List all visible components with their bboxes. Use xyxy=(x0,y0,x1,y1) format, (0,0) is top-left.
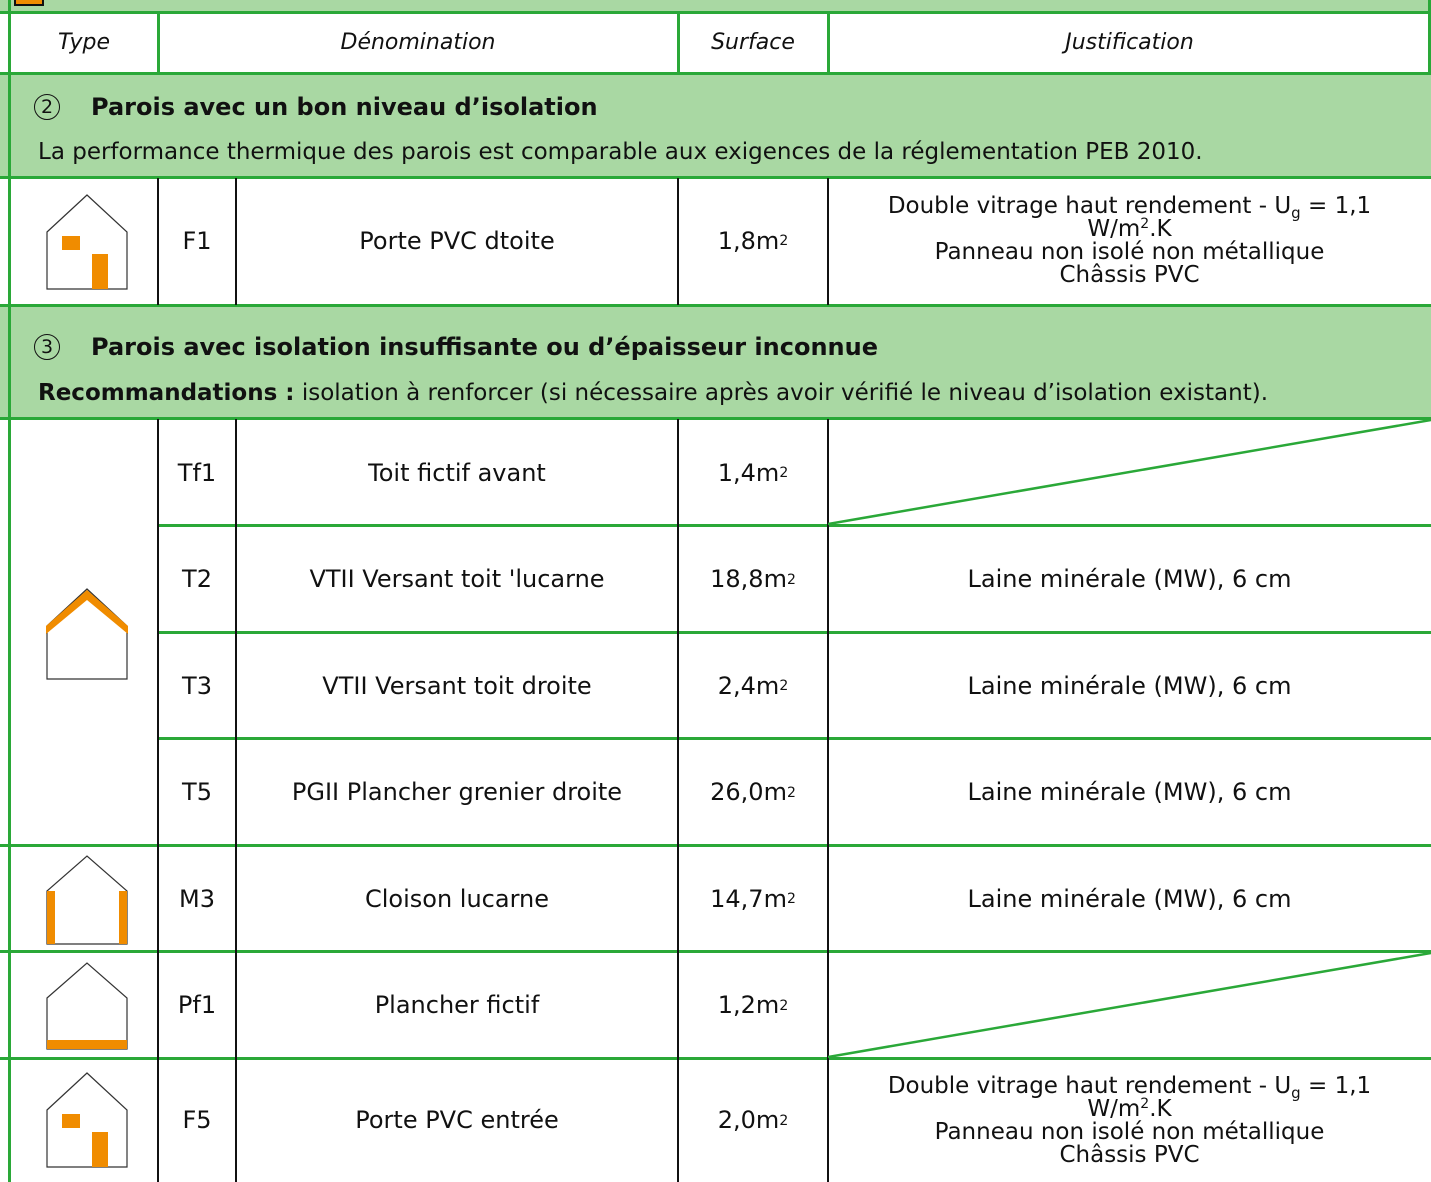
header-type: Type xyxy=(57,30,111,56)
diagonal-line xyxy=(828,420,1431,524)
empty-cell-diagonal xyxy=(828,418,1431,526)
row-f5-code: F5 xyxy=(182,1106,212,1135)
row-f1-name: Porte PVC dtoite xyxy=(359,226,555,255)
row-tf1-surface: 1,4 m 2 xyxy=(717,458,789,487)
row-tf1-code: Tf1 xyxy=(177,458,217,487)
row-m3-justification: Laine minérale (MW), 6 cm xyxy=(967,884,1292,913)
row-pf1-code: Pf1 xyxy=(177,991,217,1020)
header-denomination: Dénomination xyxy=(340,30,496,56)
grid-line xyxy=(0,11,1431,14)
grid-line xyxy=(0,844,1431,847)
header-justification: Justification xyxy=(1065,30,1194,56)
grid-line xyxy=(677,419,679,1182)
row-t5-justification: Laine minérale (MW), 6 cm xyxy=(967,778,1292,807)
grid-line xyxy=(158,737,1431,740)
row-pf1-surface: 1,2 m 2 xyxy=(717,991,789,1020)
house-window-icon xyxy=(46,1072,128,1168)
row-f1-surface: 1,8 m 2 xyxy=(717,226,789,255)
section2-text: La performance thermique des parois est comparable aux exigences de la réglementation PEB 2010. xyxy=(38,139,1203,165)
grid-line xyxy=(827,178,829,305)
row-t2-code: T2 xyxy=(182,565,212,594)
empty-cell-diagonal xyxy=(828,951,1431,1059)
row-pf1-name: Plancher fictif xyxy=(374,991,540,1020)
row-f5-surface: 2,0 m 2 xyxy=(717,1106,789,1135)
row-t3-surface: 2,4 m 2 xyxy=(717,671,789,700)
row-t2-justification: Laine minérale (MW), 6 cm xyxy=(967,565,1292,594)
row-f5-name: Porte PVC entrée xyxy=(355,1106,559,1135)
row-m3-surface: 14,7 m 2 xyxy=(710,884,796,913)
row-t2-name: VTII Versant toit 'lucarne xyxy=(309,565,605,594)
grid-line xyxy=(0,176,1431,179)
grid-line xyxy=(235,419,237,1182)
row-t3-name: VTII Versant toit droite xyxy=(322,671,592,700)
row-m3-code: M3 xyxy=(179,884,215,913)
row-tf1-name: Toit fictif avant xyxy=(368,458,546,487)
section3-number: 3 xyxy=(34,334,60,360)
grid-line xyxy=(677,178,679,305)
row-f1-code: F1 xyxy=(182,226,212,255)
house-roof-icon xyxy=(46,588,128,680)
house-floor-icon xyxy=(46,962,128,1050)
grid-line xyxy=(677,12,680,73)
grid-line xyxy=(158,631,1431,634)
house-window-icon xyxy=(46,194,128,290)
house-walls-icon xyxy=(46,855,128,945)
grid-line xyxy=(827,419,829,1182)
row-t5-surface: 26,0 m 2 xyxy=(710,778,796,807)
row-t3-code: T3 xyxy=(182,671,212,700)
top-band-icon xyxy=(14,0,44,6)
row-t3-justification: Laine minérale (MW), 6 cm xyxy=(967,671,1292,700)
row-f5-justification: Double vitrage haut rendement - $U_g = 1,1$ $W/m^2.K$ Panneau non isolé non métallique Châssis PVC xyxy=(887,1072,1372,1168)
section3-text: Recommandations : isolation à renforcer (si nécessaire après avoir vérifié le niveau d’isolation existant). xyxy=(38,380,1269,406)
row-t2-surface: 18,8 m 2 xyxy=(710,565,796,594)
grid-line xyxy=(827,12,830,73)
row-t5-code: T5 xyxy=(182,778,212,807)
grid-line xyxy=(0,304,1431,307)
row-m3-name: Cloison lucarne xyxy=(364,884,549,913)
grid-line xyxy=(157,419,159,1182)
grid-line xyxy=(235,178,237,305)
grid-line xyxy=(157,12,160,73)
section2-number: 2 xyxy=(34,94,60,120)
grid-line xyxy=(157,178,159,305)
grid-line xyxy=(0,72,1431,75)
section3-title: Parois avec isolation insuffisante ou d’épaisseur inconnue xyxy=(91,333,878,361)
header-surface: Surface xyxy=(711,30,795,56)
grid-line xyxy=(8,0,11,1182)
diagonal-line xyxy=(828,953,1431,1057)
row-t5-name: PGII Plancher grenier droite xyxy=(291,778,623,807)
row-f1-justification: Double vitrage haut rendement - $U_g = 1,1$ $W/m^2.K$ Panneau non isolé non métallique Châssis PVC xyxy=(887,193,1372,288)
section2-title: Parois avec un bon niveau d’isolation xyxy=(91,93,598,121)
